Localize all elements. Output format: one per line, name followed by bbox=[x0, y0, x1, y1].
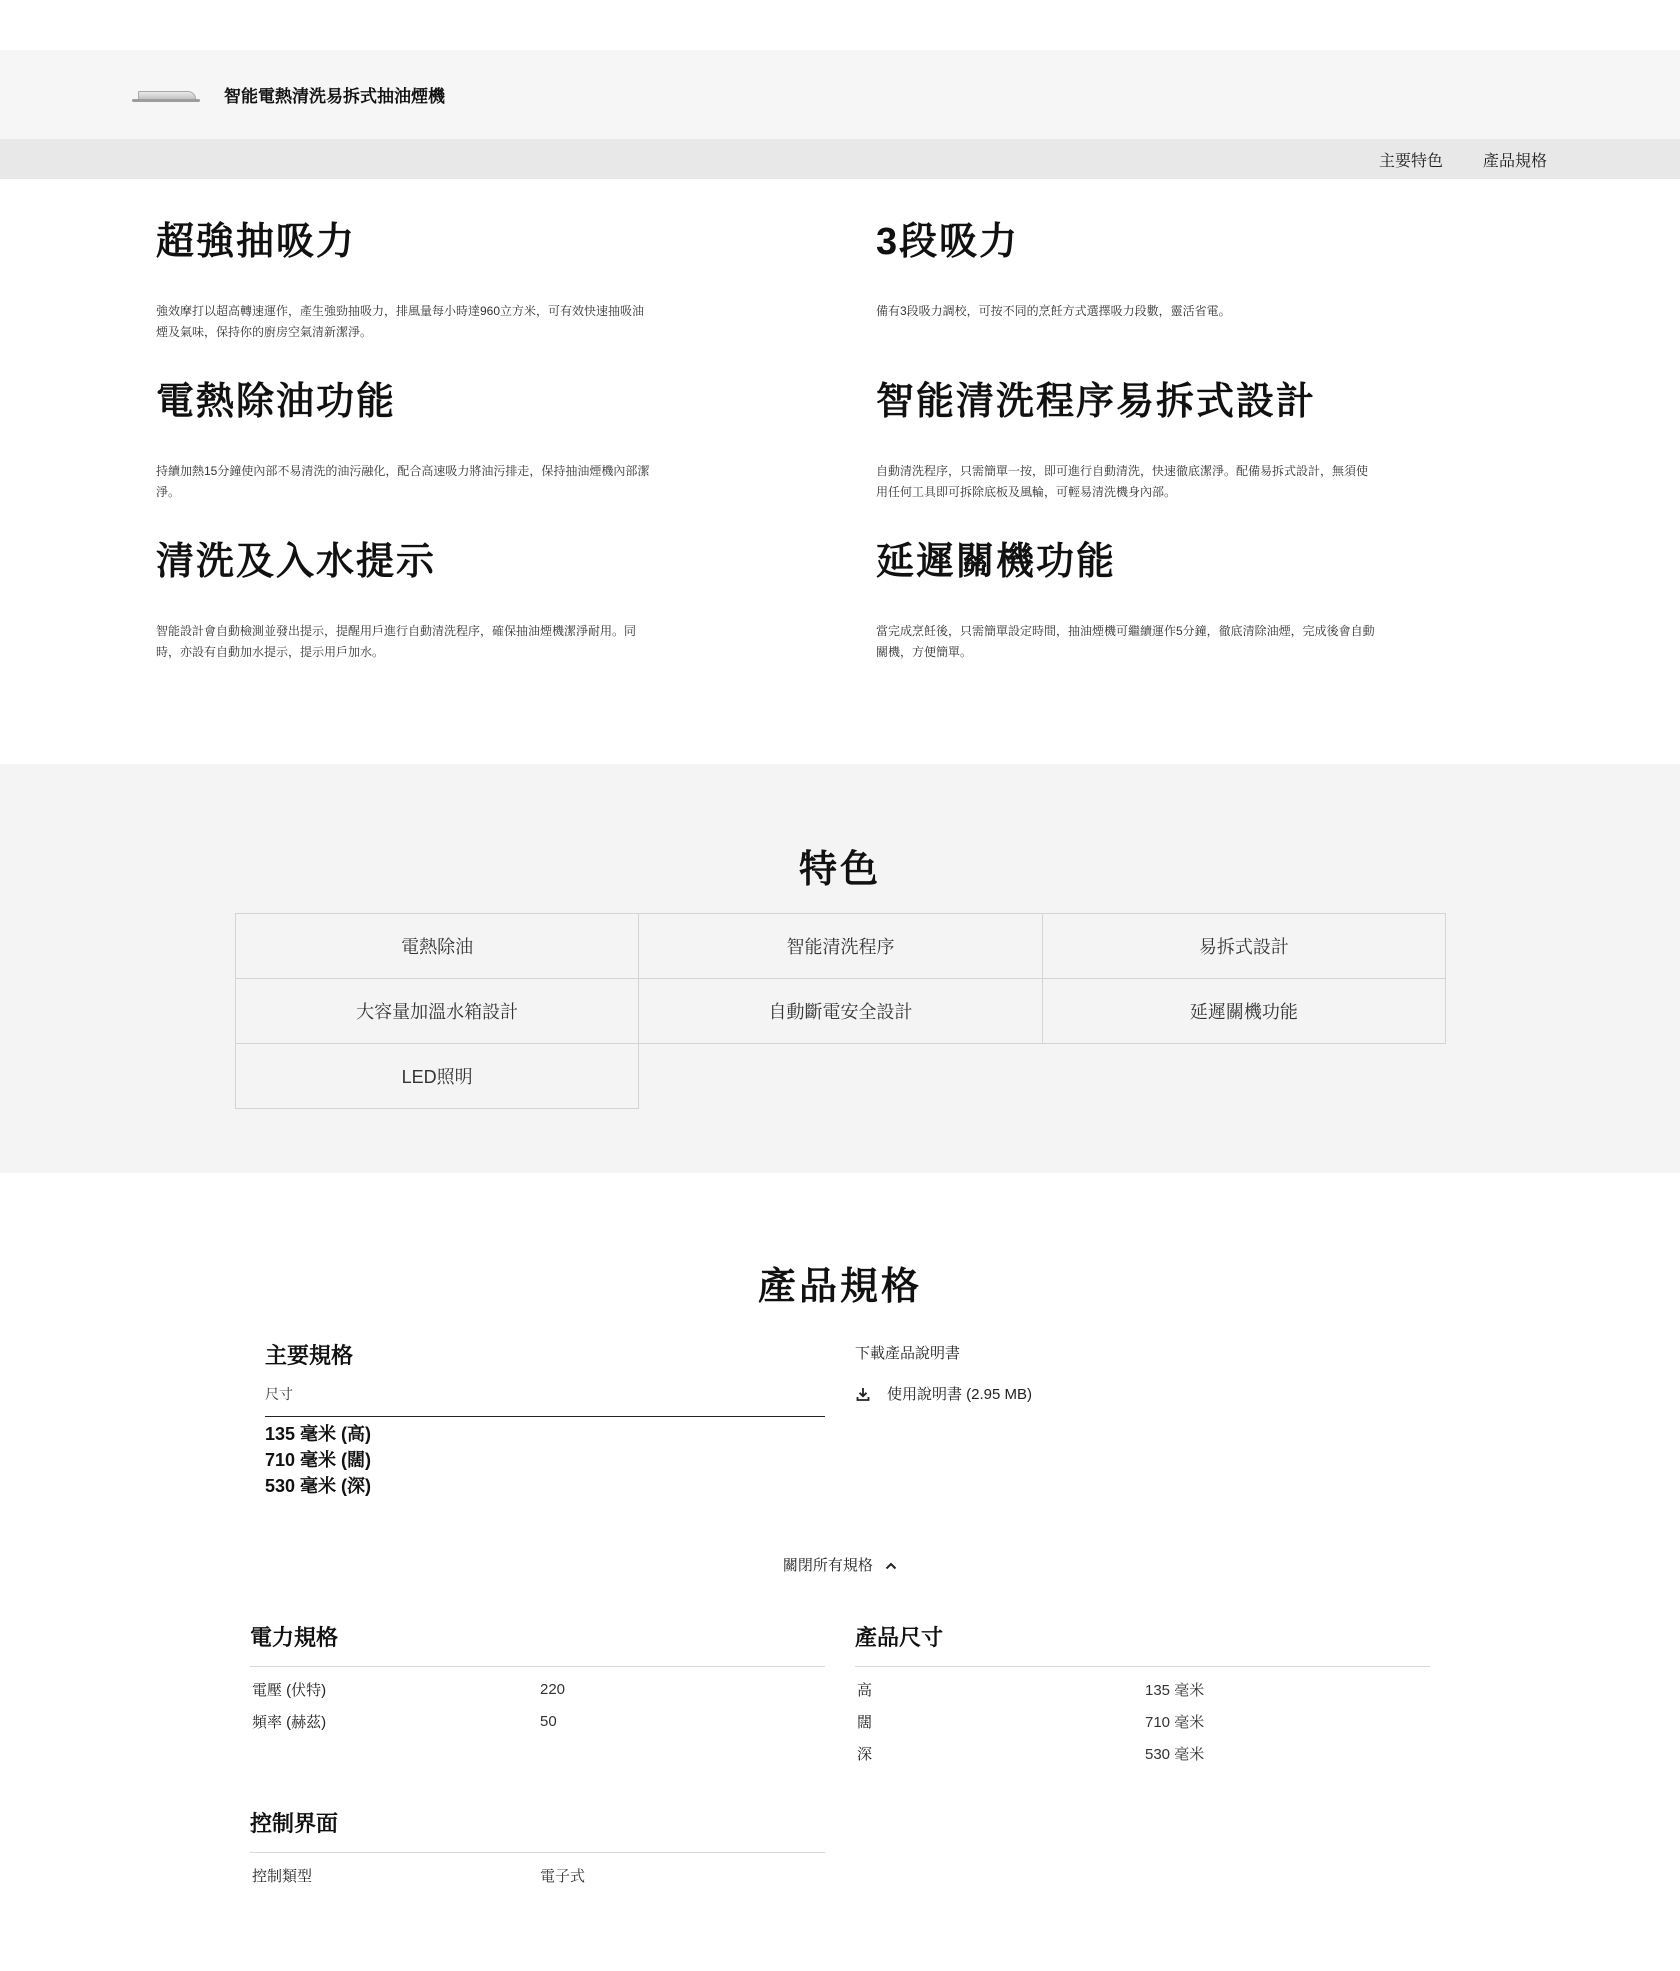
spec-key: 頻率 (赫茲) bbox=[252, 1713, 327, 1731]
close-all-label: 關閉所有規格 bbox=[782, 1557, 873, 1574]
feature-title: 電熱除油功能 bbox=[156, 381, 397, 423]
spec-value: 530 毫米 bbox=[1145, 1745, 1205, 1763]
highlight-cell: 電熱除油 bbox=[235, 913, 639, 979]
close-all-specs bbox=[0, 1554, 1680, 1575]
spec-key: 控制類型 bbox=[252, 1867, 313, 1885]
feature-desc: 當完成烹飪後，只需簡單設定時間，抽油煙機可繼續運作5分鐘，徹底清除油煙，完成後會自動關機，方便簡單。 bbox=[876, 624, 1375, 659]
feature-block bbox=[876, 539, 1376, 663]
highlight-cell: 智能清洗程序 bbox=[638, 913, 1042, 979]
nav-key-features[interactable]: 主要特色 bbox=[1378, 152, 1443, 170]
product-thumbnail bbox=[132, 83, 202, 107]
spec-group-title: 電力規格 bbox=[250, 1621, 825, 1667]
spec-value: 710 毫米 bbox=[1145, 1713, 1205, 1731]
manual-download-link[interactable] bbox=[855, 1383, 1032, 1404]
feature-block bbox=[156, 219, 656, 343]
key-spec-label: 尺寸 bbox=[265, 1384, 825, 1417]
key-spec-values bbox=[265, 1421, 825, 1499]
spec-value: 50 bbox=[540, 1712, 557, 1730]
spec-row bbox=[855, 1673, 1430, 1705]
feature-block bbox=[156, 539, 656, 663]
spec-group-power bbox=[250, 1621, 825, 1737]
key-specs-title: 主要規格 bbox=[265, 1343, 354, 1368]
chevron-up-icon bbox=[885, 1562, 897, 1570]
nav-specs[interactable]: 產品規格 bbox=[1482, 152, 1547, 170]
highlight-cell: 自動斷電安全設計 bbox=[638, 978, 1042, 1044]
key-spec-value: 135 毫米 (高) bbox=[265, 1424, 372, 1444]
feature-title: 延遲關機功能 bbox=[876, 541, 1117, 583]
section-nav bbox=[0, 139, 1680, 179]
key-specs bbox=[265, 1339, 825, 1499]
close-all-specs-button[interactable] bbox=[783, 1557, 897, 1574]
specs-section bbox=[0, 1173, 1680, 1971]
feature-block bbox=[876, 379, 1376, 503]
feature-title: 清洗及入水提示 bbox=[156, 541, 437, 583]
spec-key: 電壓 (伏特) bbox=[252, 1681, 327, 1699]
spec-value: 220 bbox=[540, 1680, 566, 1698]
spec-group-control bbox=[250, 1807, 825, 1891]
feature-block bbox=[876, 219, 1376, 322]
spec-row bbox=[250, 1673, 825, 1705]
highlights-title: 特色 bbox=[798, 849, 881, 891]
feature-desc: 備有3段吸力調校，可按不同的烹飪方式選擇吸力段數，靈活省電。 bbox=[876, 304, 1231, 318]
key-spec-value: 710 毫米 (闊) bbox=[265, 1450, 372, 1470]
key-spec-value: 530 毫米 (深) bbox=[265, 1476, 372, 1496]
spec-value: 電子式 bbox=[540, 1867, 586, 1885]
top-spacer bbox=[0, 0, 1680, 50]
feature-title: 3段吸力 bbox=[876, 221, 1020, 263]
spec-group-title: 控制界面 bbox=[250, 1807, 825, 1853]
highlight-cell: 大容量加溫水箱設計 bbox=[235, 978, 639, 1044]
specs-title: 產品規格 bbox=[757, 1266, 922, 1308]
spec-key: 高 bbox=[857, 1681, 873, 1699]
product-header-bar bbox=[0, 50, 1680, 139]
spec-row bbox=[250, 1859, 825, 1891]
spec-row bbox=[250, 1705, 825, 1737]
spec-key: 闊 bbox=[857, 1713, 873, 1731]
manual-download bbox=[855, 1342, 1032, 1404]
spec-key: 深 bbox=[857, 1745, 873, 1763]
manual-link-label: 使用說明書 (2.95 MB) bbox=[887, 1386, 1033, 1403]
feature-desc: 自動清洗程序，只需簡單一按，即可進行自動清洗，快速徹底潔淨。配備易拆式設計，無須使用任何工具即可拆除底板及風輪，可輕易清洗機身內部。 bbox=[876, 464, 1369, 499]
feature-title: 智能清洗程序易拆式設計 bbox=[876, 381, 1317, 423]
highlights-section bbox=[0, 764, 1680, 1173]
highlight-cell: 易拆式設計 bbox=[1042, 913, 1446, 979]
spec-value: 135 毫米 bbox=[1145, 1681, 1205, 1699]
download-title: 下載產品說明書 bbox=[855, 1345, 961, 1362]
download-icon bbox=[855, 1386, 871, 1402]
spec-group-title: 產品尺寸 bbox=[855, 1621, 1430, 1667]
spec-row bbox=[855, 1705, 1430, 1737]
feature-block bbox=[156, 379, 656, 503]
spec-row bbox=[855, 1737, 1430, 1769]
feature-desc: 強效摩打以超高轉速運作，產生強勁抽吸力，排風量每小時達960立方米，可有效快速抽吸油煙及氣味，保持你的廚房空氣清新潔淨。 bbox=[156, 304, 645, 339]
spec-group-dimensions bbox=[855, 1621, 1430, 1769]
highlights-grid bbox=[235, 913, 1445, 1108]
feature-desc: 智能設計會自動檢測並發出提示，提醒用戶進行自動清洗程序，確保抽油煙機潔淨耐用。同時，亦設有自動加水提示，提示用戶加水。 bbox=[156, 624, 637, 659]
highlight-cell: 延遲關機功能 bbox=[1042, 978, 1446, 1044]
feature-title: 超強抽吸力 bbox=[156, 221, 357, 263]
product-name: 智能電熱清洗易拆式抽油煙機 bbox=[224, 87, 445, 106]
feature-descriptions bbox=[0, 179, 1680, 764]
feature-desc: 持續加熱15分鐘使內部不易清洗的油污融化，配合高速吸力將油污排走，保持抽油煙機內部潔淨。 bbox=[156, 464, 650, 499]
highlight-cell: LED照明 bbox=[235, 1043, 639, 1109]
